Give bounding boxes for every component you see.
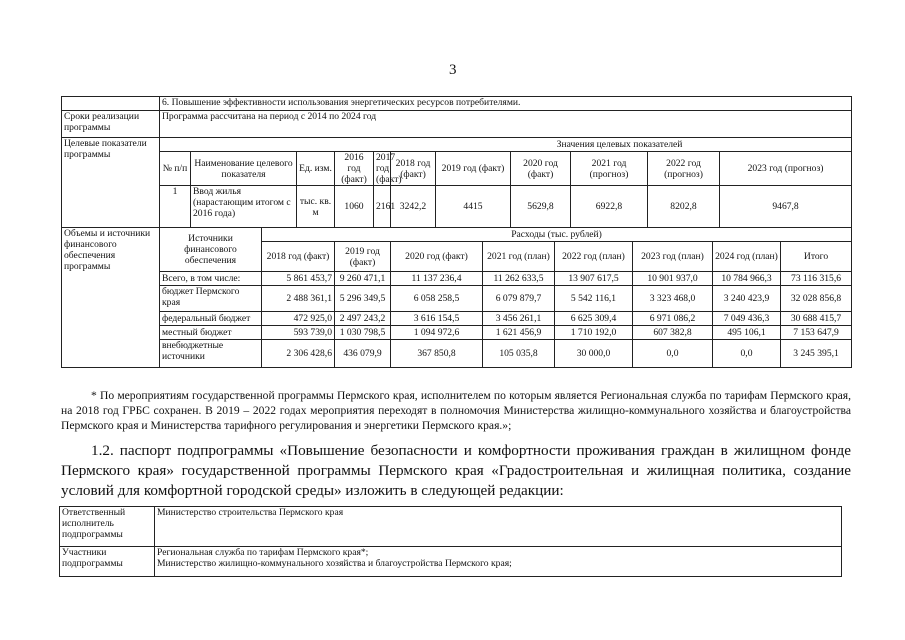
fin-value: 11 262 633,5 <box>483 272 555 286</box>
fin-row-name: местный бюджет <box>160 326 262 340</box>
fin-year-header: Итого <box>781 242 852 272</box>
fin-row-name: внебюджетные источники <box>160 340 262 368</box>
fin-value: 3 616 154,5 <box>391 312 483 326</box>
year-header: 2016 год (факт) <box>335 152 374 186</box>
fin-value: 6 625 309,4 <box>555 312 633 326</box>
fin-value: 10 784 966,3 <box>713 272 781 286</box>
fin-value: 6 058 258,5 <box>391 286 483 312</box>
target-value: 2161 <box>374 186 391 228</box>
fin-year-header: 2022 год (план) <box>555 242 633 272</box>
fin-year-header: 2020 год (факт) <box>391 242 483 272</box>
participants-value <box>155 547 842 577</box>
goal-label-cell <box>62 97 160 111</box>
fin-value: 7 049 436,3 <box>713 312 781 326</box>
target-value: 5629,8 <box>511 186 571 228</box>
fin-value: 472 925,0 <box>262 312 335 326</box>
year-header: 2023 год (прогноз) <box>720 152 852 186</box>
page-number: 3 <box>449 62 457 78</box>
fin-value: 607 382,8 <box>633 326 713 340</box>
fin-value: 30 000,0 <box>555 340 633 368</box>
fin-value: 32 028 856,8 <box>781 286 852 312</box>
participant-line: Региональная служба по тарифам Пермского края*; <box>157 547 369 558</box>
target-value: 3242,2 <box>391 186 436 228</box>
responsible-label: Ответственный исполнитель подпрограммы <box>60 507 155 547</box>
year-header: 2017 год (факт) <box>374 152 391 186</box>
fin-row-name: федеральный бюджет <box>160 312 262 326</box>
subprogram-passport-table <box>59 506 842 577</box>
fin-value: 0,0 <box>713 340 781 368</box>
target-name: Ввод жилья (нарастающим итогом с 2016 года) <box>191 186 297 228</box>
sources-header: Источники финансового обеспечения <box>160 228 262 272</box>
fin-value: 0,0 <box>633 340 713 368</box>
fin-value: 3 240 423,9 <box>713 286 781 312</box>
fin-value: 10 901 937,0 <box>633 272 713 286</box>
target-value: 4415 <box>436 186 511 228</box>
fin-value: 2 306 428,6 <box>262 340 335 368</box>
fin-value: 9 260 471,1 <box>335 272 391 286</box>
fin-value: 7 153 647,9 <box>781 326 852 340</box>
fin-value: 495 106,1 <box>713 326 781 340</box>
fin-value: 5 861 453,7 <box>262 272 335 286</box>
fin-value: 436 079,9 <box>335 340 391 368</box>
year-header: 2018 год (факт) <box>391 152 436 186</box>
fin-value: 6 079 879,7 <box>483 286 555 312</box>
targets-label: Целевые показатели программы <box>62 138 160 228</box>
fin-value: 5 296 349,5 <box>335 286 391 312</box>
col-no-header: № п/п <box>160 152 191 186</box>
fin-value: 1 621 456,9 <box>483 326 555 340</box>
col-unit-header: Ед. изм. <box>297 152 335 186</box>
fin-value: 1 030 798,5 <box>335 326 391 340</box>
finance-label: Объемы и источники финансового обеспечения программы <box>62 228 160 368</box>
fin-row-name: Всего, в том числе: <box>160 272 262 286</box>
target-value: 8202,8 <box>648 186 720 228</box>
expenses-header: Расходы (тыс. рублей) <box>262 228 852 242</box>
footnote: * По мероприятиям государственной программы Пермского края, исполнителем по которым является Региональная служба по тарифам Пермского края, на 2018 год ГРБС сохранен. В 2019 – 2022 годах мероприятия переходят в полномочия Министерства жилищно-коммунального хозяйства и благоустройства Пермского края и Министерства тарифного регулирования и энергетики Пермского края.»; <box>61 389 851 432</box>
fin-value: 3 245 395,1 <box>781 340 852 368</box>
fin-value: 2 488 361,1 <box>262 286 335 312</box>
fin-value: 1 710 192,0 <box>555 326 633 340</box>
fin-value: 3 323 468,0 <box>633 286 713 312</box>
fin-value: 3 456 261,1 <box>483 312 555 326</box>
year-header: 2020 год (факт) <box>511 152 571 186</box>
fin-value: 367 850,8 <box>391 340 483 368</box>
year-header: 2021 год (прогноз) <box>571 152 648 186</box>
terms-value: Программа рассчитана на период с 2014 по 2024 год <box>160 111 852 138</box>
target-unit: тыс. кв. м <box>297 186 335 228</box>
fin-row-name: бюджет Пермского края <box>160 286 262 312</box>
fin-value: 30 688 415,7 <box>781 312 852 326</box>
fin-value: 593 739,0 <box>262 326 335 340</box>
fin-value: 11 137 236,4 <box>391 272 483 286</box>
terms-label: Сроки реализации программы <box>62 111 160 138</box>
responsible-value: Министерство строительства Пермского края <box>155 507 842 547</box>
program-passport-table <box>61 96 852 368</box>
fin-value: 6 971 086,2 <box>633 312 713 326</box>
target-value: 9467,8 <box>720 186 852 228</box>
fin-value: 5 542 116,1 <box>555 286 633 312</box>
target-value: 1060 <box>335 186 374 228</box>
paragraph-1-2: 1.2. паспорт подпрограммы «Повышение безопасности и комфортности проживания граждан в жилищном фонде Пермского края» государственной программы Пермского края «Градостроительная и жилищная политика, создание условий для комфортной городской среды» изложить в следующей редакции: <box>61 442 851 499</box>
col-name-header: Наименование целевого показателя <box>191 152 297 186</box>
participants-label: Участники подпрограммы <box>60 547 155 577</box>
year-header: 2022 год (прогноз) <box>648 152 720 186</box>
fin-value: 73 116 315,6 <box>781 272 852 286</box>
fin-year-header: 2018 год (факт) <box>262 242 335 272</box>
year-header: 2019 год (факт) <box>436 152 511 186</box>
fin-value: 13 907 617,5 <box>555 272 633 286</box>
goal-text: 6. Повышение эффективности использования энергетических ресурсов потребителями. <box>160 97 852 111</box>
fin-year-header: 2024 год (план) <box>713 242 781 272</box>
fin-year-header: 2021 год (план) <box>483 242 555 272</box>
fin-year-header: 2019 год (факт) <box>335 242 391 272</box>
fin-value: 105 035,8 <box>483 340 555 368</box>
target-no: 1 <box>160 186 191 228</box>
fin-value: 1 094 972,6 <box>391 326 483 340</box>
target-value: 6922,8 <box>571 186 648 228</box>
participant-line: Министерство жилищно-коммунального хозяйства и благоустройства Пермского края; <box>157 558 512 569</box>
targets-group-header: Значения целевых показателей <box>160 138 852 152</box>
fin-year-header: 2023 год (план) <box>633 242 713 272</box>
fin-value: 2 497 243,2 <box>335 312 391 326</box>
